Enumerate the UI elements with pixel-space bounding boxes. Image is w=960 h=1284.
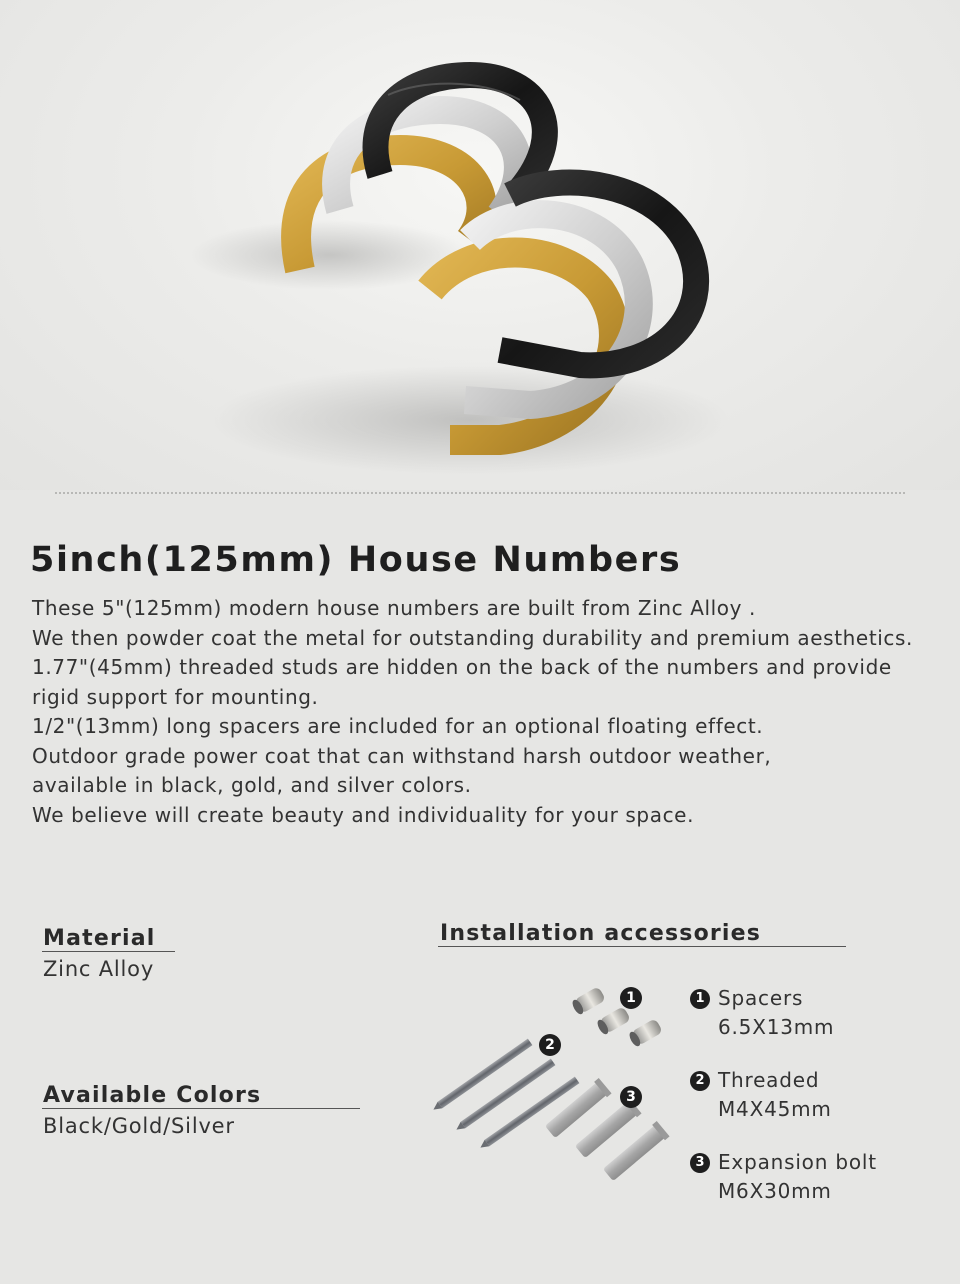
product-title: 5inch(125mm) House Numbers xyxy=(30,540,682,580)
threaded-callout: 2 xyxy=(539,1034,561,1056)
number-badge: 1 xyxy=(690,989,710,1009)
accessories-underline xyxy=(438,946,846,947)
accessories-heading: Installation accessories xyxy=(440,921,762,946)
description-line: rigid support for mounting. xyxy=(32,684,319,709)
material-label: Material xyxy=(43,926,156,951)
accessory-name: Spacers xyxy=(718,986,804,1010)
expansion-callout: 3 xyxy=(620,1086,642,1108)
accessory-size: M6X30mm xyxy=(718,1179,832,1203)
material-value: Zinc Alloy xyxy=(43,957,155,981)
spacer-callout: 1 xyxy=(620,987,642,1009)
description-line: Outdoor grade power coat that can withstand harsh outdoor weather, xyxy=(32,743,772,768)
description-line: 1.77"(45mm) threaded studs are hidden on the back of the numbers and provide xyxy=(32,655,892,679)
description-line: available in black, gold, and silver colors. xyxy=(32,773,472,797)
number-badge: 3 xyxy=(690,1153,710,1173)
product-description xyxy=(32,594,932,830)
accessory-name: Expansion bolt xyxy=(718,1150,877,1174)
section-divider xyxy=(55,492,905,494)
accessory-name: Threaded xyxy=(718,1068,820,1092)
hero-image xyxy=(0,0,960,490)
spacer-parts xyxy=(570,986,663,1048)
accessory-item-spacers xyxy=(690,984,834,1042)
description-line: 1/2"(13mm) long spacers are included for an optional floating effect. xyxy=(32,714,764,738)
description-line: These 5"(125mm) modern house numbers are built from Zinc Alloy . xyxy=(32,596,756,620)
description-line: We believe will create beauty and individuality for your space. xyxy=(32,802,695,827)
colors-label: Available Colors xyxy=(43,1083,262,1108)
accessory-item-threaded xyxy=(690,1066,832,1124)
colors-underline xyxy=(42,1108,360,1109)
accessory-size: M4X45mm xyxy=(718,1097,832,1121)
accessory-item-expansion-bolt xyxy=(690,1148,877,1206)
number-badge: 2 xyxy=(690,1071,710,1091)
number-three-illustration xyxy=(0,0,960,490)
colors-value: Black/Gold/Silver xyxy=(43,1114,235,1138)
material-underline xyxy=(42,951,175,952)
accessory-size: 6.5X13mm xyxy=(718,1015,835,1039)
description-line: We then powder coat the metal for outstanding durability and premium aesthetics. xyxy=(32,625,913,650)
